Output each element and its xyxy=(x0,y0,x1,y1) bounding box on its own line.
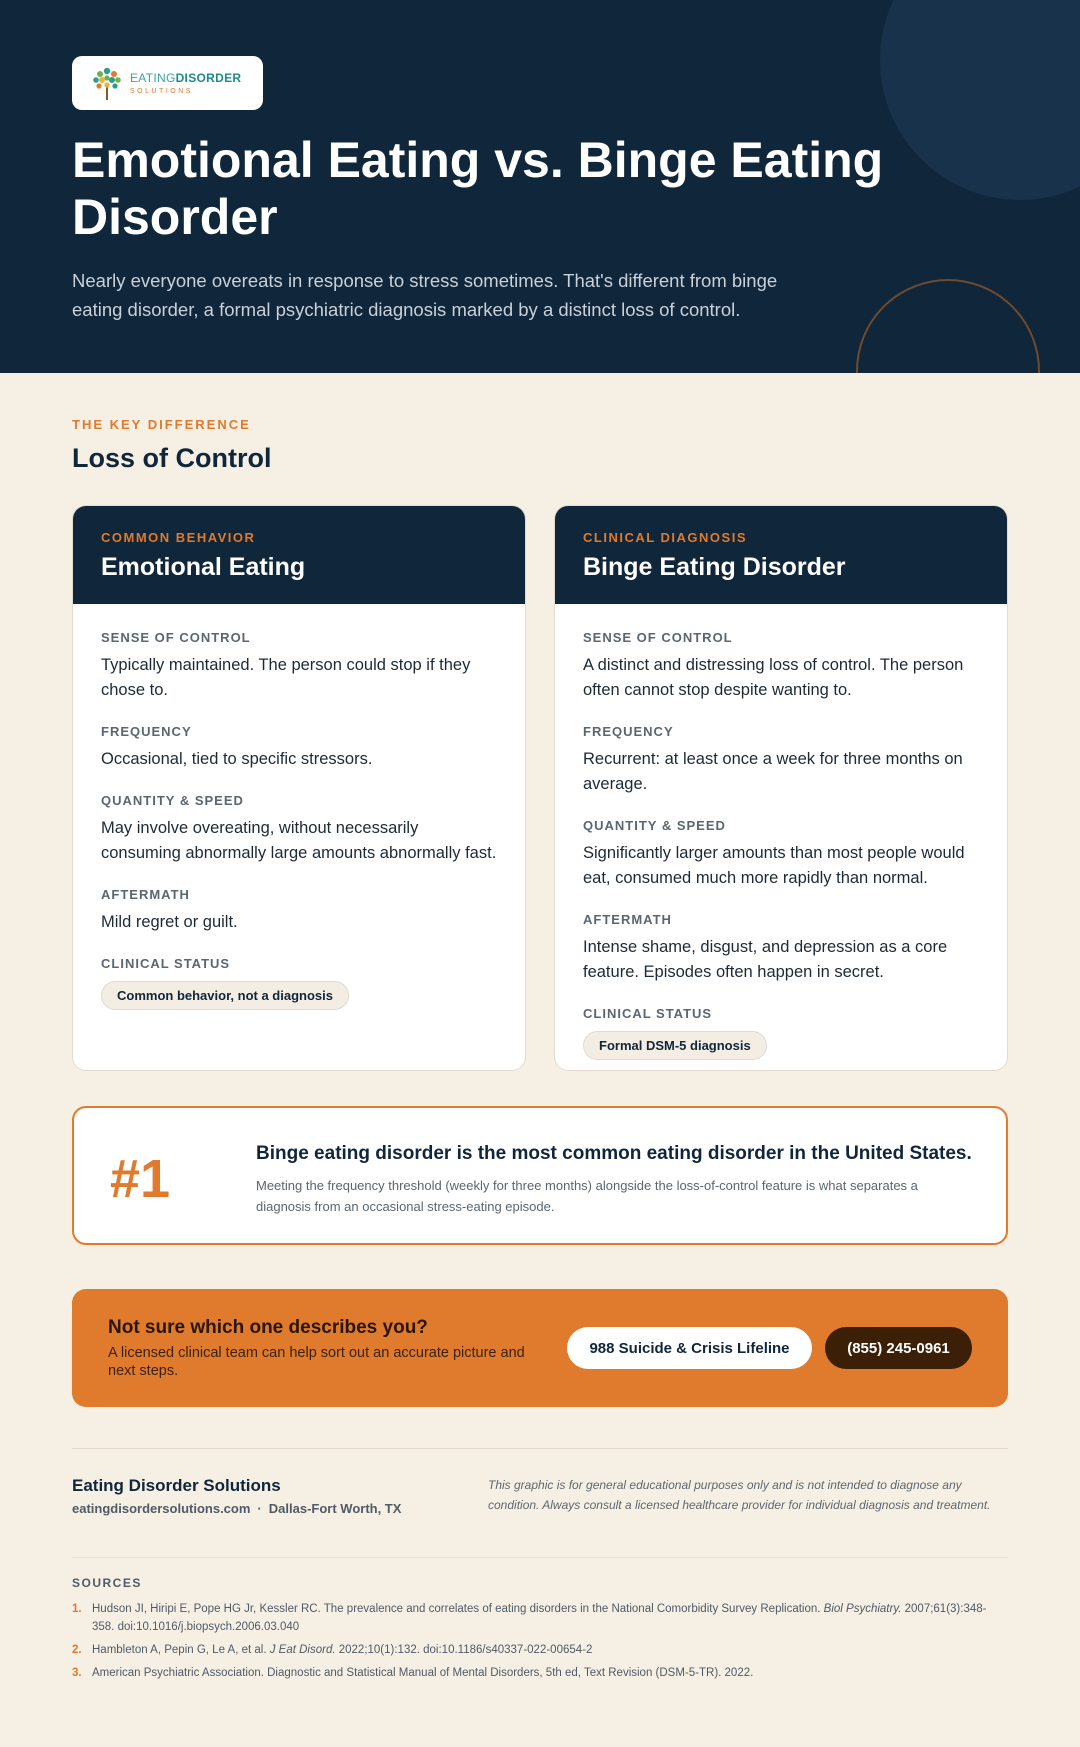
status-badge: Common behavior, not a diagnosis xyxy=(101,981,349,1010)
phone-button[interactable]: (855) 245-0961 xyxy=(825,1327,972,1369)
decorative-ring xyxy=(856,279,1040,373)
card-title: Binge Eating Disorder xyxy=(583,553,846,581)
tree-logo-icon xyxy=(91,65,123,101)
card-header xyxy=(73,506,525,604)
source-citation: 2022;10(1):132. doi:10.1186/s40337-022-00654-2 xyxy=(335,1644,593,1656)
row-label: FREQUENCY xyxy=(583,724,674,739)
row-label: AFTERMATH xyxy=(101,887,190,902)
row-quantity-speed xyxy=(101,793,497,866)
section-eyebrow: THE KEY DIFFERENCE xyxy=(72,417,251,432)
source-item xyxy=(72,1664,1008,1682)
page-subtitle: Nearly everyone overeats in response to stress sometimes. That's different from binge eating disorder, a formal psychiatric diagnosis marked by a distinct loss of control. xyxy=(72,270,778,320)
disclaimer: This graphic is for general educational purposes only and is not intended to diagnose any condition. Always consult a licensed healthcare provider for individual diagnosis and treatment. xyxy=(488,1478,991,1512)
row-sense-of-control xyxy=(101,630,497,703)
meta-separator: · xyxy=(257,1501,262,1516)
hero-banner xyxy=(0,0,1080,373)
row-text: Typically maintained. The person could stop if they chose to. xyxy=(101,656,471,699)
row-text: Mild regret or guilt. xyxy=(101,913,238,931)
cta-text: A licensed clinical team can help sort out an accurate picture and next steps. xyxy=(108,1345,525,1379)
source-item xyxy=(72,1600,1008,1636)
website-link[interactable]: eatingdisordersolutions.com xyxy=(72,1501,251,1516)
card-title: Emotional Eating xyxy=(101,553,306,581)
row-text: Significantly larger amounts than most people would eat, consumed much more rapidly than normal. xyxy=(583,844,965,887)
section-title: Loss of Control xyxy=(72,443,272,473)
source-text: American Psychiatric Association. Diagnostic and Statistical Manual of Mental Disorders, 5th ed, Text Revision (DSM-5-TR). 2022. xyxy=(92,1667,754,1679)
logo[interactable] xyxy=(72,56,263,110)
row-text: May involve overeating, without necessarily consuming abnormally large amounts abnormally fast. xyxy=(101,819,497,862)
row-clinical-status xyxy=(583,1006,979,1060)
row-text: Intense shame, disgust, and depression as a core feature. Episodes often happen in secret. xyxy=(583,938,948,981)
row-clinical-status xyxy=(101,956,497,1010)
footer-divider xyxy=(72,1448,1008,1449)
sources-label: SOURCES xyxy=(72,1576,142,1590)
stat-headline: Binge eating disorder is the most common eating disorder in the United States. xyxy=(256,1143,972,1164)
source-number: 2. xyxy=(72,1644,82,1656)
logo-tagline: SOLUTIONS xyxy=(130,88,193,95)
stat-number: #1 xyxy=(110,1149,171,1209)
row-frequency xyxy=(101,724,497,772)
source-text: Hambleton A, Pepin G, Le A, et al. xyxy=(92,1644,270,1656)
row-sense-of-control xyxy=(583,630,979,703)
org-location: Dallas-Fort Worth, TX xyxy=(268,1501,402,1516)
row-frequency xyxy=(583,724,979,797)
card-body xyxy=(555,604,1007,1060)
row-text: Occasional, tied to specific stressors. xyxy=(101,750,373,768)
source-citation: 2007;61(3):348-358. doi:10.1016/j.biopsych.2006.03.040 xyxy=(92,1603,987,1633)
card-body xyxy=(73,604,525,1010)
card-emotional-eating xyxy=(72,505,526,1071)
page-title: Emotional Eating vs. Binge Eating Disorder xyxy=(72,132,884,245)
status-badge: Formal DSM-5 diagnosis xyxy=(583,1031,767,1060)
sources-list xyxy=(72,1600,1008,1687)
stat-callout xyxy=(72,1106,1008,1245)
row-label: FREQUENCY xyxy=(101,724,192,739)
logo-wordmark: EATINGDISORDER xyxy=(130,71,242,85)
source-number: 1. xyxy=(72,1603,82,1615)
card-binge-eating-disorder xyxy=(554,505,1008,1071)
row-quantity-speed xyxy=(583,818,979,891)
card-eyebrow: COMMON BEHAVIOR xyxy=(101,530,256,545)
card-eyebrow: CLINICAL DIAGNOSIS xyxy=(583,530,747,545)
row-label: SENSE OF CONTROL xyxy=(583,630,733,645)
row-label: QUANTITY & SPEED xyxy=(583,818,726,833)
source-journal: J Eat Disord. xyxy=(269,1644,336,1656)
lifeline-button[interactable]: 988 Suicide & Crisis Lifeline xyxy=(567,1327,812,1369)
row-text: A distinct and distressing loss of control. The person often cannot stop despite wanting to. xyxy=(583,656,964,699)
row-label: AFTERMATH xyxy=(583,912,672,927)
sources-divider xyxy=(72,1557,1008,1558)
row-label: QUANTITY & SPEED xyxy=(101,793,244,808)
row-aftermath xyxy=(101,887,497,935)
row-text: Recurrent: at least once a week for three months on average. xyxy=(583,750,963,793)
source-number: 3. xyxy=(72,1667,82,1679)
row-label: SENSE OF CONTROL xyxy=(101,630,251,645)
source-item xyxy=(72,1641,1008,1659)
org-meta xyxy=(72,1501,401,1516)
row-aftermath xyxy=(583,912,979,985)
row-label: CLINICAL STATUS xyxy=(583,1006,713,1021)
cta-title: Not sure which one describes you? xyxy=(108,1317,428,1338)
source-journal: Biol Psychiatry. xyxy=(823,1603,902,1615)
stat-description: Meeting the frequency threshold (weekly for three months) alongside the loss-of-control feature is what separates a diagnosis from an occasional stress-eating episode. xyxy=(256,1178,918,1214)
row-label: CLINICAL STATUS xyxy=(101,956,231,971)
card-header xyxy=(555,506,1007,604)
source-text: Hudson JI, Hiripi E, Pope HG Jr, Kessler RC. The prevalence and correlates of eating disorders in the National Comorbidity Survey Replication. xyxy=(92,1603,824,1615)
org-name: Eating Disorder Solutions xyxy=(72,1476,281,1495)
cta-banner xyxy=(72,1289,1008,1407)
